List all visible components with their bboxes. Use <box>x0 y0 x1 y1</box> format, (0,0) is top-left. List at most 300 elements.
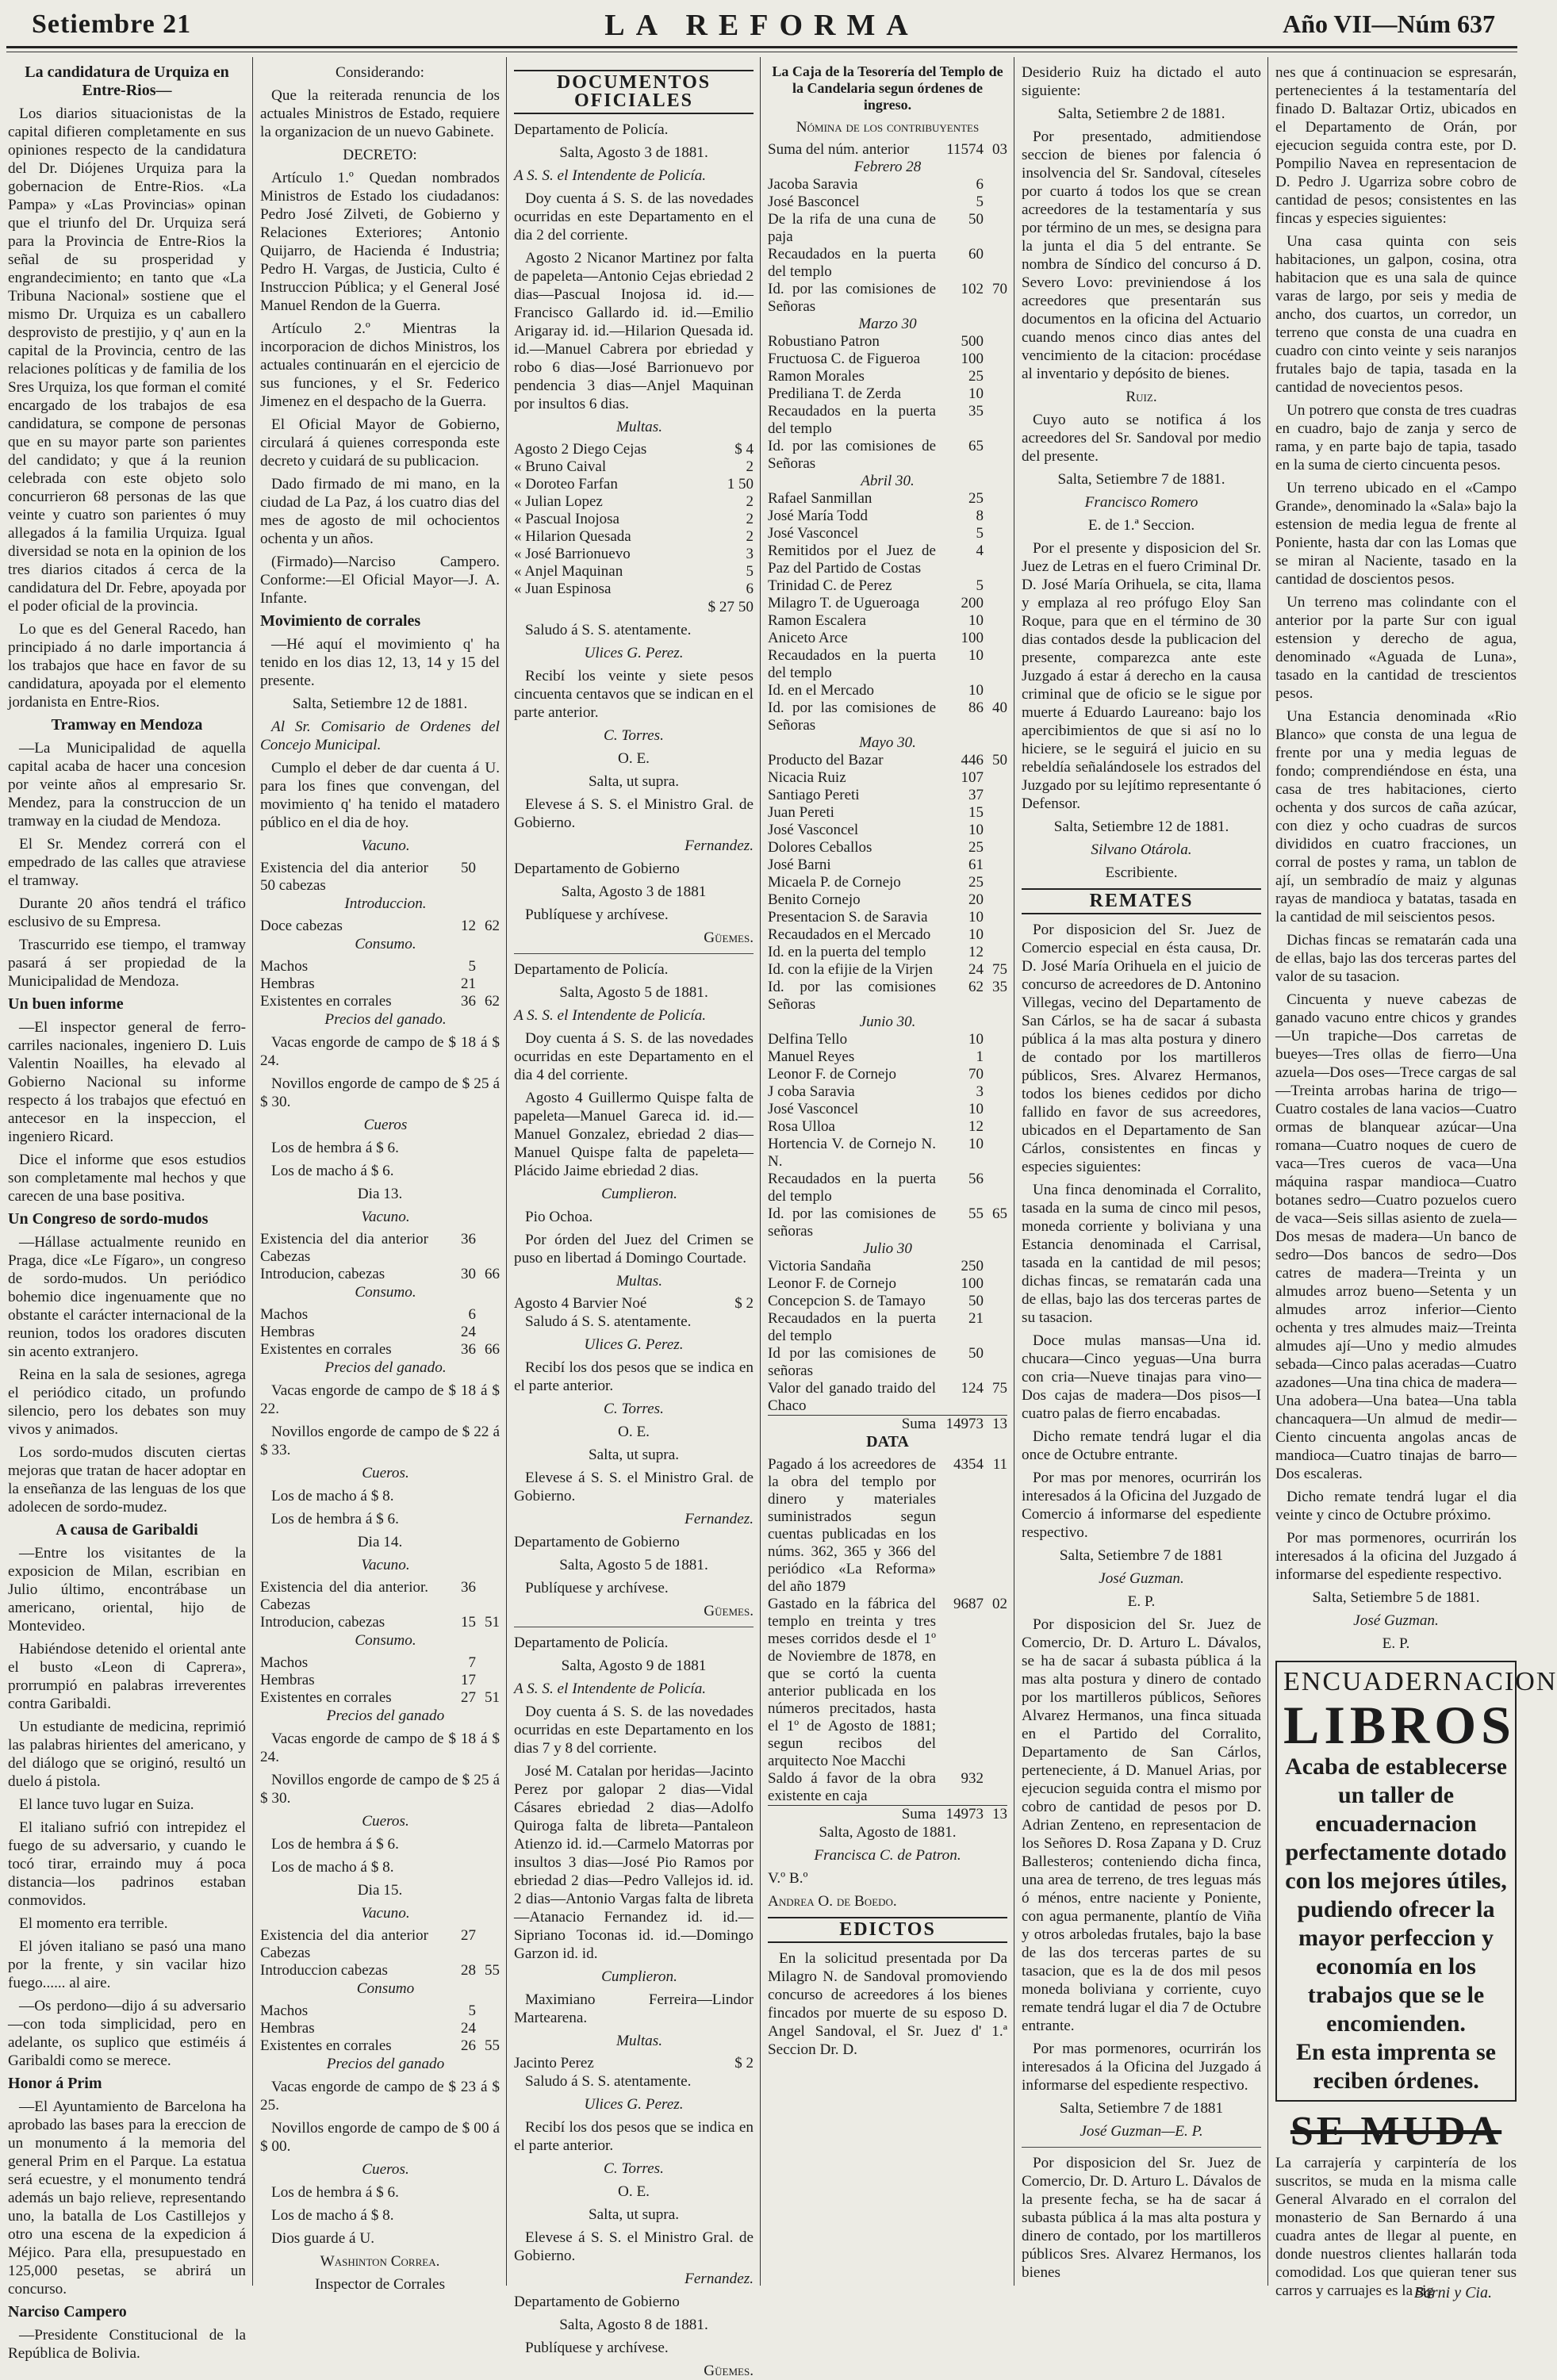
table-cell: 30 <box>461 1266 476 1282</box>
contributor-name: Trinidad C. de Perez <box>768 577 892 594</box>
amount-pesos: 200 <box>961 595 984 611</box>
fine-row <box>514 528 754 546</box>
livestock-table <box>260 918 500 935</box>
signature: Fernandez. <box>685 1511 754 1527</box>
contributor-name: Milagro T. de Ugueroaga <box>768 595 920 611</box>
amount-cents <box>984 1310 1007 1345</box>
contributor-row <box>768 1293 1007 1310</box>
table-cell: 15 <box>461 1614 476 1631</box>
contributor-row <box>768 1310 1007 1345</box>
amount-cents <box>984 246 1007 281</box>
amount-cents <box>984 1118 1007 1136</box>
amount-pesos: 6 <box>976 176 984 193</box>
contributor-row <box>768 141 1007 159</box>
table-cell: Agosto 4 Barvier Noé <box>514 1295 647 1312</box>
amount-pesos: 3 <box>976 1083 984 1100</box>
department-line: Departamento de Gobierno <box>514 860 680 877</box>
contributor-name: José Basconcel <box>768 194 860 210</box>
amount-pesos: 8 <box>976 508 984 524</box>
amount-pesos: 50 <box>968 1345 984 1362</box>
price-line: Vacas engorde de campo de $ 18 á $ 22. <box>260 1382 500 1417</box>
signature-title: O. E. <box>618 1424 650 1440</box>
table-cell: Suma <box>768 1416 936 1434</box>
article-heading: Honor á Prim <box>8 2075 102 2092</box>
contributor-name: José Barni <box>768 857 831 873</box>
amount-pesos: 102 <box>961 281 984 297</box>
date-line: Salta, Agosto 5 de 1881. <box>559 984 708 1001</box>
price-line: Novillos engorde de campo de $ 25 á $ 30. <box>260 1772 500 1807</box>
signature: Andrea O. de Boedo. <box>768 1893 897 1910</box>
table-cell: 932 <box>961 1770 984 1787</box>
amount-pesos: 50 <box>968 1293 984 1309</box>
treasury-table <box>768 141 1007 1415</box>
fine-name: « Julian Lopez <box>514 493 603 510</box>
fines-table <box>514 441 754 598</box>
section-label: Multas. <box>616 419 663 435</box>
contributor-row <box>768 1345 1007 1380</box>
table-cell: Doce cabezas <box>260 918 343 934</box>
auction-paragraph: nes que á continuacion se espresarán, pertenecientes á la testamentaría del finado D. Baltazar Ortiz, ubicados en el Departamento de Orán, por ejecucion seguida contra este, por D. Pompilio Navea en representacion de D. Pedro J. Ugarriza sobre cobro de cantidad de pesos; consistentes en las fincas y especies siguientes: <box>1275 64 1517 227</box>
contributor-row <box>768 944 1007 961</box>
fine-name: « Juan Espinosa <box>514 581 612 597</box>
section-label: Cueros. <box>362 1813 409 1830</box>
treasury-sum <box>768 1415 1007 1433</box>
column-divider <box>1267 57 1268 2286</box>
decree-label: DECRETO: <box>343 147 417 163</box>
amount-cents <box>984 1345 1007 1380</box>
contributor-name: José Vasconcel <box>768 822 859 838</box>
contributor-name: De la rifa de una cuna de paja <box>768 211 936 245</box>
contributor-row <box>768 385 1007 403</box>
date-line: Salta, Agosto 3 de 1881. <box>559 144 708 161</box>
amount-cents: 03 <box>992 141 1007 158</box>
department-line: Departamento de Policía. <box>514 1635 669 1651</box>
table-cell: 4354 <box>953 1456 984 1473</box>
decree-considerando: Considerando: <box>336 64 424 81</box>
section-label: Multas. <box>616 1273 663 1290</box>
auction-paragraph: Por disposicion del Sr. Juez de Comercio especial en ésta causa, Dr. D. José María Orihuela en el juicio de concurso de acreedores de D. Antonino Villegas, vecino del Departamento de San Cárlos, se ha de sacar á subasta pública á la mas alta postura y dinero de contado por los martilleros públicos, Sres. Alvarez Hermanos, todos los bienes cedidos por dicho fallido en favor de sus acreedores, ubicados en el Departamento de San Cárlos, consistentes en fincas y especies siguientes: <box>1022 922 1261 1175</box>
contributor-name: Leonor F. de Cornejo <box>768 1066 897 1083</box>
date-line: Salta, Agosto 9 de 1881 <box>561 1658 707 1674</box>
contributor-row <box>768 926 1007 944</box>
contributor-row <box>768 333 1007 351</box>
date-line: Salta, Agosto 8 de 1881. <box>559 2317 708 2333</box>
price-line: Los de macho á $ 8. <box>271 1488 394 1504</box>
signature: José Guzman—E. P. <box>1080 2123 1203 2140</box>
table-cell: 24 <box>461 1324 476 1340</box>
date-line: Salta, Setiembre 7 de 1881. <box>1057 471 1225 488</box>
contributor-row <box>768 822 1007 839</box>
amount-cents <box>984 1066 1007 1083</box>
contributor-name: Robustiano Patron <box>768 333 880 350</box>
auction-paragraph: Por disposicion del Sr. Juez de Comercio, Dr. D. Arturo L. Dávalos, se ha de sacar á subasta pública á la mas alta postura y dinero de contado por los martilleros públicos, Señores Alvarez Hermanos, una finca situada en el Partido del Corralito, Departamento de San Cárlos, perteneciente, á D. Manuel Arias, por ejecucion seguida contra el mismo por cobro de cantidad de pesos por D. Adrian Zenteno, en representacion de los Señores D. Rosa Zapana y D. Cruz Ballesteros; conteniendo dicha finca, una area de terreno, de tres leguas más ó ménos, entre naciente y Poniente, con agua permanente, plantío de Viña y otros arboledas frutales, bajo la base de las dos terceras partes de su tasacion, que es la de dos mil pesos moneda boliviana y corriente, cuyo remate tendrá lugar el dia 7 de Octubre entrante. <box>1022 1616 1261 2034</box>
article-paragraph: —Os perdono—dijo á su adversario—con toda simplicidad, pero en adelante, os suplico que estiméis á Garibaldi como se merece. <box>8 1998 246 2069</box>
auction-paragraph: Dicho remate tendrá lugar el dia veinte y cinco de Octubre próximo. <box>1275 1489 1517 1523</box>
table-cell: 5 <box>468 958 476 975</box>
livestock-table <box>260 1231 500 1283</box>
table-cell: 6 <box>468 1306 476 1323</box>
signature: Silvano Otárola. <box>1091 841 1192 858</box>
fine-name: « Anjel Maquinan <box>514 563 623 580</box>
table-cell: Hembras <box>260 2020 315 2037</box>
contributor-name: Jacoba Saravia <box>768 176 858 193</box>
fine-name: « Pascual Inojosa <box>514 511 619 527</box>
report-paragraph: Elevese á S. S. el Ministro Gral. de Gobierno. <box>514 2229 754 2264</box>
amount-cents <box>984 1101 1007 1118</box>
amount-cents: 40 <box>992 699 1007 716</box>
report-paragraph: Recibí los dos pesos que se indica en el parte anterior. <box>514 1359 754 1394</box>
report-paragraph: Doy cuenta á S. S. de las novedades ocurridas en este Departamento en el dia 2 del corriente. <box>514 190 754 243</box>
section-label: Vacuno. <box>361 1209 410 1225</box>
table-cell: Existentes en corrales <box>260 2037 392 2054</box>
article-paragraph: —Entre los visitantes de la exposicion de Milan, escribian en Julio último, encontrábase un americano, oriental, hijo de Montevideo. <box>8 1545 246 1635</box>
auction-paragraph: Dicho remate tendrá lugar el dia once de Octubre entrante. <box>1022 1428 1261 1463</box>
column-divider <box>506 57 507 2286</box>
amount-pesos: 5 <box>976 525 984 542</box>
department-line: Departamento de Gobierno <box>514 1534 680 1550</box>
separator <box>514 953 754 954</box>
address-line: A S. S. el Intendente de Policía. <box>514 167 707 184</box>
address-line: Al Sr. Comisario de Ordenes del Concejo Municipal. <box>260 719 500 753</box>
price-line: Los de hembra á $ 6. <box>271 1140 399 1156</box>
contributor-name: Hortencia V. de Cornejo N. N. <box>768 1136 936 1170</box>
signature: José Guzman. <box>1099 1570 1184 1587</box>
table-cell: $ 2 <box>734 1295 754 1312</box>
section-label: Consumo. <box>355 1284 416 1301</box>
decree-paragraph: Artículo 1.º Quedan nombrados Ministros de Estado los ciudadanos: Pedro José Zilveti, de Gobierno y Relaciones Exteriores; Antonio Quijarro, de Hacienda é Industria; Pedro H. Vargas, de Justicia, Culto é Instruccion Pública; y el General José Manuel Rendon de la Guerra. <box>260 170 500 314</box>
department-line: Departamento de Policía. <box>514 961 669 978</box>
price-line: Vacas engorde de campo de $ 23 á $ 25. <box>260 2079 500 2114</box>
signature: Fernandez. <box>685 2271 754 2287</box>
amount-pesos: 61 <box>968 857 984 873</box>
amount-pesos: 25 <box>968 368 984 385</box>
contributor-row <box>768 1171 1007 1205</box>
contributor-row <box>768 1258 1007 1275</box>
contributor-name: José Vasconcel <box>768 525 859 542</box>
fine-amount: 2 <box>746 458 754 475</box>
table-cell: 9687 <box>953 1596 984 1612</box>
article-paragraph: Habiéndose detenido el oriental ante el busto «Leon di Caprera», prorrumpió en palabras irreverentes contra Garibaldi. <box>8 1641 246 1712</box>
signature: C. Torres. <box>604 727 664 744</box>
fine-row <box>514 511 754 528</box>
month-label: Abril 30. <box>861 473 915 489</box>
auction-paragraph: Por mas pormenores, ocurrirán los interesados á la Oficina del Juzgado á informarse del espediente respectivo. <box>1022 2041 1261 2094</box>
table-cell: 27 <box>461 1927 476 1944</box>
table-cell: 51 <box>485 1614 500 1631</box>
amount-cents <box>984 542 1007 577</box>
table-cell: 17 <box>461 1672 476 1688</box>
price-line: Los de macho á $ 6. <box>271 1163 394 1179</box>
amount-pesos: 100 <box>961 630 984 646</box>
contributor-name: Aniceto Arce <box>768 630 848 646</box>
contributor-name: Benito Cornejo <box>768 891 861 908</box>
section-label: Vacuno. <box>361 1557 410 1573</box>
section-label: Precios del ganado. <box>324 1011 447 1028</box>
contributor-row <box>768 490 1007 508</box>
table-cell: 36 <box>461 1579 476 1596</box>
table-cell: Saldo á favor de la obra existente en caja <box>768 1770 936 1804</box>
amount-pesos: 70 <box>968 1066 984 1083</box>
amount-cents: 75 <box>992 961 1007 978</box>
amount-pesos: 124 <box>961 1380 984 1397</box>
section-label: Consumo <box>356 1980 415 1997</box>
fine-amount: 2 <box>746 511 754 527</box>
table-cell: Machos <box>260 1654 309 1671</box>
report-paragraph: Agosto 2 Nicanor Martinez por falta de papeleta—Antonio Cejas ebriedad 2 dias—Pascual Inojosa id. id.—Francisco Gallardo id. id.—Emilio Arigaray id. id.—Hilarion Quesada id. id.—Manuel Cabrera por ebriedad y robo 6 dias—José Barrionuevo por pendencia 3 dias—Anjel Maquinan por insultos 6 dias. <box>514 250 754 412</box>
contributor-name: Delfina Tello <box>768 1031 848 1048</box>
contributor-name: Recaudados en el Mercado <box>768 926 931 943</box>
contributor-row <box>768 1205 1007 1240</box>
contributor-name: Santiago Pereti <box>768 787 860 803</box>
article-paragraph: El italiano sufrió con intrepidez el fuego de su adversario, y cuando le tocó tirar, erraindo muy á poca distancia—los padrinos estaban conmovidos. <box>8 1819 246 1909</box>
section-label: Multas. <box>616 2033 663 2049</box>
amount-pesos: 10 <box>968 1101 984 1117</box>
contributor-row <box>768 438 1007 473</box>
report-paragraph: Pio Ochoa. <box>525 1209 593 1225</box>
amount-pesos: 10 <box>968 1031 984 1048</box>
column-1 <box>8 63 246 2362</box>
section-label: Consumo. <box>355 936 416 952</box>
amount-cents: 35 <box>992 979 1007 995</box>
footer-signature: Barni y Cia. <box>1413 2284 1492 2301</box>
signature: C. Torres. <box>604 1401 664 1417</box>
section-subheading: Nómina de los contribuyentes <box>796 119 980 136</box>
contributor-name: Recaudados en la puerta del templo <box>768 1171 936 1205</box>
amount-pesos: 11574 <box>946 141 984 158</box>
article-paragraph: Los diarios situacionistas de la capital difieren completamente en sus opiniones respecto de la candidatura del Dr. Diójenes Urquiza para la gobernacion de Entre-Rios. «La Pampa» y «Las Provincias» opinan que el triunfo del Dr. Urquiza será para la Provincia de Entre-Rios la señal de su prosperidad y engrandecimiento; en tanto que «La Tribuna Nacional» sostiene que el mismo Dr. Urquiza es un caballero desprovisto de prestijio, y q' aun en la capital de la Provincia, centro de las relaciones políticas y de familia de los Sres Urquiza, los que forman el comité encargado de los trabajos de esa candidatura, se compone de personas que en su mayor parte son parientes del candidato; y que á la reunion celebrada con este objeto solo concurrieron 68 personas de las que veinte y cuatro son parientes ó muy allegados á la familia Urquiza. Igual diversidad se nota en la opinion de los tres diarios citados á cerca de la candidatura del Dr. Febre, apoyada por el poder oficial de la provincia. <box>8 105 246 615</box>
signature-title: E. P. <box>1382 1635 1410 1652</box>
table-cell: Hembras <box>260 1324 315 1340</box>
article-paragraph: —Hé aquí el movimiento q' ha tenido en los dias 12, 13, 14 y 15 del presente. <box>260 636 500 689</box>
price-line: Vacas engorde de campo de $ 18 á $ 24. <box>260 1730 500 1765</box>
month-row <box>768 473 1007 490</box>
amount-pesos: 10 <box>968 385 984 402</box>
contributor-name: Juan Pereti <box>768 804 834 821</box>
amount-pesos: 12 <box>968 1118 984 1135</box>
article-heading: Un Congreso de sordo-mudos <box>8 1210 209 1228</box>
section-label: Cueros. <box>362 2161 409 2178</box>
price-line: Los de hembra á $ 6. <box>271 1511 399 1527</box>
article-heading: Tramway en Mendoza <box>51 716 203 734</box>
signature: José Guzman. <box>1353 1612 1439 1629</box>
month-label: Junio 30. <box>859 1014 916 1030</box>
article-paragraph: —El Ayuntamiento de Barcelona ha aprobado las bases para la ereccion de un monumento á la memoria del general Prim en el Parque. La estatua será ecuestre, y el monumento tendrá además un bajo relieve, representando uno, la batalla de Los Castillejos y otro una escena de la expedicion á Méjico. Para ella, presupuestado en 125,000 pesetas, se abrirá un concurso. <box>8 2098 246 2298</box>
date-line: Salta, Agosto 3 de 1881 <box>561 883 707 900</box>
article-paragraph: El lance tuvo lugar en Suiza. <box>19 1796 194 1813</box>
contributor-row <box>768 403 1007 438</box>
amount-cents <box>984 490 1007 508</box>
amount-pesos: 50 <box>968 211 984 228</box>
report-paragraph: Saludo á S. S. atentamente. <box>525 2073 692 2090</box>
edict-paragraph: Cuyo auto se notifica á los acreedores del Sr. Sandoval por medio del presente. <box>1022 412 1261 465</box>
section-label: Cumplieron. <box>601 1186 677 1202</box>
contributor-name: Nicacia Ruiz <box>768 769 846 786</box>
signature: C. Torres. <box>604 2160 664 2177</box>
amount-cents <box>984 1136 1007 1171</box>
livestock-table <box>260 860 500 895</box>
fine-amount: 6 <box>746 581 754 597</box>
article-paragraph: Durante 20 años tendrá el tráfico esclusivo de su Empresa. <box>8 895 246 930</box>
day-label: Dia 13. <box>357 1186 403 1202</box>
amount-pesos: 100 <box>961 351 984 367</box>
amount-cents <box>984 874 1007 891</box>
amount-cents <box>984 1275 1007 1293</box>
contributor-name: Victoria Sandaña <box>768 1258 872 1274</box>
column-divider <box>760 57 761 2286</box>
amount-cents <box>984 595 1007 612</box>
contributor-row <box>768 891 1007 909</box>
approval-mark: V.º B.º <box>768 1870 808 1887</box>
amount-pesos: 10 <box>968 822 984 838</box>
fine-name: « Bruno Caival <box>514 458 607 475</box>
auction-paragraph: Un terreno ubicado en el «Campo Grande», denominado la «Sala» bajo la estension de media legua de frente al Poniente, hasta dar con las Lomas que se miran al Naciente, tasado en la cantidad de doscientos pesos. <box>1275 480 1517 588</box>
report-paragraph: Recibí los dos pesos que se indica en el parte anterior. <box>514 2119 754 2154</box>
table-cell: 28 <box>461 1962 476 1979</box>
date-line: Salta, ut supra. <box>588 1447 680 1463</box>
section-label: Cueros <box>363 1117 408 1133</box>
contributor-row <box>768 525 1007 542</box>
contributor-row <box>768 787 1007 804</box>
month-row <box>768 734 1007 752</box>
amount-cents: 70 <box>992 281 1007 297</box>
fine-amount: 3 <box>746 546 754 562</box>
contributor-row <box>768 1066 1007 1083</box>
contributor-name: J coba Saravia <box>768 1083 855 1100</box>
article-heading: A causa de Garibaldi <box>56 1521 198 1539</box>
signature: Washinton Correa. <box>320 2253 440 2270</box>
article-paragraph: Lo que es del General Racedo, han principiado á no darle importancia á los trabajos que hace en favor de su candidatura, apoyada por el elemento jordanista en Entre-Rios. <box>8 621 246 711</box>
contributor-row <box>768 1380 1007 1415</box>
table-cell: Machos <box>260 2002 309 2019</box>
table-cell: 62 <box>485 918 500 934</box>
date-line: Salta, Setiembre 5 de 1881. <box>1312 1589 1480 1606</box>
article-paragraph: —Presidente Constitucional de la República de Bolivia. <box>8 2327 246 2362</box>
contributor-row <box>768 612 1007 630</box>
date-line: Salta, ut supra. <box>588 2206 680 2223</box>
date-line: Salta, Agosto de 1881. <box>819 1824 957 1841</box>
amount-cents <box>984 682 1007 699</box>
fine-row <box>514 493 754 511</box>
amount-pesos: 56 <box>968 1171 984 1187</box>
price-line: Dios guarde á U. <box>271 2230 375 2247</box>
contributor-name: Id. por las comisiones de Señoras <box>768 438 936 472</box>
date-line: Salta, Setiembre 12 de 1881. <box>1053 818 1229 835</box>
edict-paragraph: Por presentado, admitiendose seccion de bienes por falencia ó insolvencia del Sr. Sandoval, cíteseles por cuarto á todos los que se crean acreedores de la testamentaría y sus por término de un mes, se designa para la junta el dia 5 del entrante. Se nombra de Síndico del concurso á D. Severo Lovo: previniendose á los acreedores que presentarán sus documentos en la oficina del Actuario cuando menos cinco dias antes del vencimiento de la citacion: procédase al inventario y depósito de bienes. <box>1022 128 1261 382</box>
date-line: Salta, Agosto 5 de 1881. <box>559 1557 708 1573</box>
contributor-row <box>768 909 1007 926</box>
contributor-row <box>768 769 1007 787</box>
article-paragraph: —La Municipalidad de aquella capital acaba de hacer una concesion por veinte años al empresario Sr. Mendez, para la construccion de un tramway en la ciudad de Mendoza. <box>8 740 246 830</box>
article-paragraph: Dice el informe que esos estudios son completamente mal hechos y que carecen de una base positiva. <box>8 1152 246 1205</box>
table-cell: Jacinto Perez <box>514 2055 594 2071</box>
table-cell: 14973 <box>936 1806 984 1824</box>
auction-paragraph: Cincuenta y nueve cabezas de ganado vacuno entre chicos y grandes—Un trapiche—Dos carretas de bueyes—Tres ollas de fierro—Una azuela—Dos oses—Trece cargas de sal—Treinta arrobas harina de trigo—Cuatro costales de lana vacios—Cuatro ormas de blanquear azúcar—Una romana—Cuatro noques de cuero de vaca—Tres cueros de vaca—Una máquina raspar mandioca—Cuatro botanes sedro—Cuatro pozuelos cuero de vaca—Seis sillas asiento de zuela—Dos mesas de madera—Un banco de sedro—Dos bancos de sedro—Dos catres de madera—Treinta y un almudes arroz bueno—Setenta y un almudes arroz inferior—Ciento ochenta y tres almudes maiz—Treinta almudes ají—Uno y medio almudes sebada—Cinco palas aceradas—Cuatro azadones—Una tina chica de madera—Una adobera—Una batea—Una tabla chancaquera—Un almud de medir—Ciento cincuenta angolas ancas de mandioca—Cuatro tinajas de barro—Dos escaleras. <box>1275 991 1517 1482</box>
fine-name: Agosto 2 Diego Cejas <box>514 441 647 458</box>
decree-paragraph: Dado firmado de mi mano, en la ciudad de La Paz, á los cuatro dias del mes de agosto de mil ochocientos ochenta y un años. <box>260 476 500 547</box>
contributor-name: Dolores Ceballos <box>768 839 872 856</box>
contributor-name: Recaudados en la puerta del templo <box>768 1310 936 1344</box>
price-line: Los de macho á $ 8. <box>271 1859 394 1876</box>
day-label: Dia 15. <box>357 1882 403 1899</box>
signature: Ulices G. Perez. <box>584 645 684 661</box>
amount-cents <box>984 1031 1007 1048</box>
contributor-row <box>768 630 1007 647</box>
amount-cents <box>984 525 1007 542</box>
amount-cents: 50 <box>992 752 1007 768</box>
report-paragraph: Elevese á S. S. el Ministro Gral. de Gobierno. <box>514 1470 754 1504</box>
contributor-name: José Vasconcel <box>768 1101 859 1117</box>
contributor-name: Valor del ganado traido del Chaco <box>768 1380 936 1414</box>
table-cell: 27 <box>461 1689 476 1706</box>
contributor-name: Prediliana T. de Zerda <box>768 385 902 402</box>
amount-cents <box>984 804 1007 822</box>
bookbinding-advertisement <box>1275 1661 1557 2102</box>
contributor-name: Manuel Reyes <box>768 1048 855 1065</box>
table-cell: Gastado en la fábrica del templo en treinta y tres meses corridos desde el 1º de Noviembre de 1878, en que se cortó la cuenta anterior publicada en los números precitados, hasta el 1º de Agosto de 1881; segun recibos del arquitecto Noe Macchi <box>768 1596 936 1769</box>
amount-cents <box>984 647 1007 682</box>
expense-table <box>768 1456 1007 1823</box>
decree-signature: (Firmado)—Narciso Campero. Conforme:—El Oficial Mayor—J. A. Infante. <box>260 554 500 607</box>
amount-pesos: 25 <box>968 874 984 891</box>
amount-pesos: 62 <box>968 979 984 995</box>
contributor-row <box>768 577 1007 595</box>
date-line: Salta, Setiembre 2 de 1881. <box>1057 105 1225 122</box>
contributor-row <box>768 368 1007 385</box>
month-label: Mayo 30. <box>859 734 916 751</box>
contributor-row <box>768 1101 1007 1118</box>
signature: Francisco Romero <box>1084 494 1198 511</box>
department-line: Departamento de Policía. <box>514 121 669 138</box>
edict-paragraph: Desiderio Ruiz ha dictado el auto siguiente: <box>1022 64 1261 99</box>
fines-total: $ 27 50 <box>708 599 754 615</box>
report-paragraph: Saludo á S. S. atentamente. <box>525 1313 692 1330</box>
contributor-row <box>768 1118 1007 1136</box>
signature: Ulices G. Perez. <box>584 1336 684 1353</box>
table-cell: Existentes en corrales <box>260 1689 392 1706</box>
amount-pesos: 86 <box>968 699 984 716</box>
amount-cents <box>984 630 1007 647</box>
auction-paragraph: Por disposicion del Sr. Juez de Comercio, Dr. D. Arturo L. Dávalos de la presente fecha, se ha de sacar á subasta pública á la mas alta postura y dinero de contado, por los martilleros públicos Sres. Alvarez Hermanos, los bienes <box>1022 2155 1261 2281</box>
contributor-row <box>768 508 1007 525</box>
report-paragraph: Saludo á S. S. atentamente. <box>525 622 692 638</box>
amount-pesos: 24 <box>968 961 984 978</box>
article-heading: Narciso Campero <box>8 2303 127 2321</box>
fine-amount: 1 50 <box>727 476 754 492</box>
amount-pesos: 446 <box>961 752 984 768</box>
amount-cents <box>984 612 1007 630</box>
fines-table <box>514 2055 754 2072</box>
table-cell: Introduccion cabezas <box>260 1962 388 1979</box>
signature: Ulices G. Perez. <box>584 2096 684 2113</box>
table-cell: 62 <box>485 993 500 1010</box>
fine-name: « José Barrionuevo <box>514 546 631 562</box>
contributor-name: Id. con la efijie de la Virjen <box>768 961 933 978</box>
amount-cents <box>984 1048 1007 1066</box>
contributor-row <box>768 961 1007 979</box>
report-paragraph: Publíquese y archívese. <box>525 2340 669 2356</box>
livestock-table <box>260 958 500 1010</box>
contributor-name: Rafael Sanmillan <box>768 490 872 507</box>
amount-cents <box>984 822 1007 839</box>
amount-pesos: 4 <box>976 542 984 559</box>
table-cell: 5 <box>468 2002 476 2019</box>
fine-amount: 2 <box>746 493 754 510</box>
fine-amount: 5 <box>746 563 754 580</box>
section-label: Precios del ganado <box>326 2056 445 2072</box>
fine-name: « Hilarion Quesada <box>514 528 631 545</box>
amount-pesos: 35 <box>968 403 984 420</box>
amount-cents <box>984 1083 1007 1101</box>
